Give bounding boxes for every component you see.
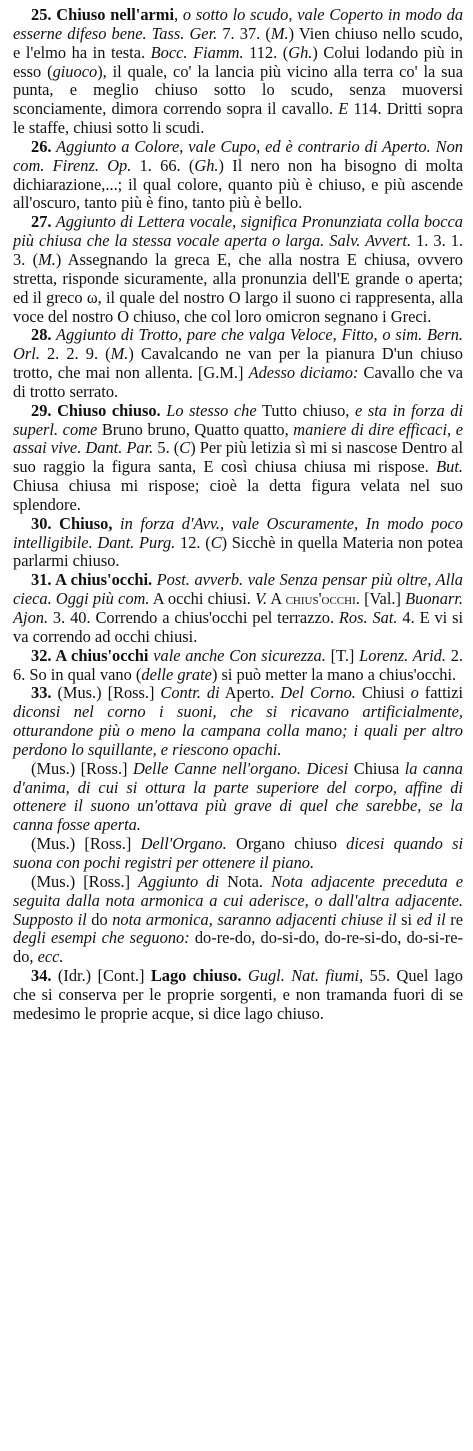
entry-text: Aperto.: [219, 683, 281, 703]
entry-30: [13, 515, 463, 572]
entry-text: giuoco: [52, 61, 98, 81]
entry-34: [13, 967, 463, 1024]
entry-text: Buonarr. Ajon.: [13, 589, 463, 627]
entry-text: ), il quale, co' la lancia più vicino alla terra co' la sua punta, e meglio chiuso sotto lo scudo, senza muoversi sconciamente, dimora correndo sopra il cavallo.: [13, 61, 463, 119]
entry-text: Bocc. Fiamm.: [150, 42, 244, 62]
entry-text: Aggiunto di: [138, 871, 220, 891]
entry-text: 1. 3. 1. 3. (: [13, 231, 464, 269]
entry-text: ) Colui lodando più in esso (: [13, 42, 463, 81]
entry-text: e sta in forza di superl. come: [13, 400, 464, 439]
entry-text: 112. (: [243, 42, 289, 62]
entry-text: (Idr.) [Cont.]: [51, 966, 151, 986]
entry-text: Cavallo che va di trotto serrato.: [13, 363, 464, 401]
entry-31: [13, 571, 463, 646]
entry-text: 55. Quel lago che si conserva per le proprie sorgenti, e non tramanda fuori di se medesimo le proprie acque, si dice lago chiuso.: [13, 966, 463, 1023]
entry-text: Bruno bruno, Quatto quatto,: [97, 419, 294, 439]
entry-text: , o sotto lo scudo,: [174, 5, 298, 24]
entry-text: Delle Canne nell'organo. Dicesi: [132, 758, 349, 778]
entry-text: (Mus.) [Ross.]: [31, 758, 133, 778]
entry-text: degli esempi che seguono:: [13, 928, 190, 948]
entry-text: fattizi: [418, 683, 464, 703]
entry-32: [13, 647, 463, 685]
entry-text: But.: [436, 457, 463, 477]
entry-text: Post. avverb. vale Senza pensar più oltre, Alla cieca. Oggi più com.: [13, 570, 464, 609]
entry-text: ) si può metter la mano a chius'occhi.: [211, 664, 457, 684]
entry-text: (Mus.) [Ross.]: [51, 683, 161, 703]
entry-text: M.: [270, 23, 289, 43]
entry-text: ) Cavalcando ne van per la pianura D'un chiuso trotto, che mai non allenta. [G.M.]: [13, 344, 463, 383]
entry-text: Gh.: [194, 155, 219, 175]
entry-text: E: [338, 99, 349, 119]
entry-text: M.: [110, 344, 129, 364]
entry-text: (Mus.) [Ross.]: [31, 871, 139, 891]
entry-text: 32. A chius'occhi: [31, 645, 149, 665]
entry-text: Aggiunto di Trotto, pare che valga Veloce, Fitto, o sim. Bern. Orl.: [13, 325, 463, 364]
entry-text: . [Val.]: [355, 589, 406, 609]
entry-text: 30. Chiuso,: [31, 513, 113, 533]
entry-text: Gh.: [288, 42, 313, 62]
entry-text: ed il: [416, 909, 446, 929]
entry-text: 2. 6. So in qual vano (: [13, 645, 463, 684]
entry-text: Chiusa: [348, 758, 405, 778]
entry-text: Lo stesso che: [160, 400, 257, 420]
entry-text: 12. (: [175, 532, 211, 552]
entry-text: in forza d'Avv., vale Oscuramente, In modo poco intelligibile. Dant. Purg.: [13, 513, 463, 552]
entry-text: M.: [38, 249, 56, 269]
entry-text: 114. Dritti sopra le staffe, chiusi sotto li scudi.: [13, 99, 463, 138]
entry-text: do-re-do, do-si-do, do-re-si-do, do-si-re-do,: [13, 928, 463, 967]
entry-text: ) Vien chiuso nello scudo, e l'elmo ha in testa.: [13, 23, 463, 62]
entry-text: Del Corno.: [280, 683, 356, 703]
entry-text: ) Sicchè in quella Materia non potea parlarmi chiuso.: [13, 532, 463, 571]
entry-33-organo: [13, 835, 463, 873]
entry-text: vale anche Con sicurezza.: [148, 645, 326, 665]
entry-text: 29. Chiuso chiuso.: [31, 400, 161, 420]
entry-text: Aggiunto di Lettera vocale, significa Pronunziata colla bocca più chiusa che la stessa vocale aperta o larga. Salv. Avvert.: [13, 212, 463, 251]
entry-text: ) Il nero non ha bisogno di molta dichiarazione,...; il qual colore, quanto più è chiuso, e più ascende all'oscuro, tanto più è fino, tanto più è bello.: [13, 155, 463, 213]
entry-text: delle grate: [141, 664, 212, 684]
entry-text: A occhi chiusi.: [149, 589, 256, 609]
entry-text: Dell'Organo.: [140, 834, 227, 854]
entry-text: maniere di dire efficaci, e assai vive. Dant. Par.: [13, 419, 463, 458]
entry-33-nota: [13, 873, 463, 967]
entry-text: Ros. Sat.: [338, 608, 398, 627]
entry-text: 7. 37. (: [217, 23, 271, 43]
entry-text: (Mus.) [Ross.]: [31, 834, 141, 854]
entry-text: dicesi quando si suona con pochi registri per ottenere il piano.: [13, 834, 463, 872]
entry-text: Organo chiuso: [226, 834, 347, 854]
entry-text: re: [445, 909, 463, 929]
entry-text: Nota.: [219, 871, 272, 891]
entry-33-canne: [13, 760, 463, 835]
entry-text: 2. 2. 9. (: [39, 344, 111, 364]
entry-text: la canna d'anima, di cui si ottura la parte superiore del corpo, affine di ottenere il suono un'ottava più grave di quel che sarebbe, se la canna fosse aperta.: [13, 758, 463, 835]
entry-text: si: [396, 909, 417, 929]
entry-29: [13, 402, 463, 515]
entry-25: [13, 6, 463, 138]
entry-text: [T.]: [325, 645, 360, 665]
entry-text: 1. 66. (: [131, 155, 195, 175]
entry-text: vale Coperto in modo da esserne difeso bene. Tass. Ger.: [13, 5, 464, 43]
entry-text: Lorenz. Arid.: [359, 645, 446, 665]
entry-text: Lago chiuso.: [150, 966, 242, 986]
entry-text: diconsi nel corno i suoni, che si ricavano artificialmente, otturandone più o meno la campana colla mano; i quali per altro perdono lo squillante, e riescono opachi.: [13, 702, 463, 759]
entry-text: 5. (: [153, 438, 180, 458]
entry-text: Nota adjacente preceduta e seguita dalla nota armonica a cui aderisce, o dall'altra adjacente. Supposto il: [13, 871, 463, 929]
entry-text: 26.: [31, 136, 52, 156]
entry-text: chius'occhi: [285, 589, 356, 609]
entry-text: do: [86, 909, 113, 929]
entry-26: [13, 138, 463, 213]
entry-text: Gugl. Nat. fiumi,: [241, 966, 364, 986]
entry-text: ) Per più letizia sì mi si nascose Dentro al suo raggio la figura santa, E così chiusa chiusa mi rispose.: [13, 438, 464, 477]
entry-text: 33.: [31, 683, 52, 703]
entry-text: Chiusa chiusa mi rispose; cioè la detta figura velata nel suo splendore.: [13, 476, 463, 514]
entry-text: nota armonica, saranno adjacenti chiuse il: [112, 909, 397, 929]
entry-text: Tutto chiuso,: [256, 400, 355, 420]
entry-text: ecc.: [37, 947, 64, 967]
entry-28: [13, 326, 463, 401]
entry-text: C: [210, 532, 222, 552]
entry-text: 28.: [31, 325, 52, 345]
entry-text: ) Assegnando la greca E, che alla nostra E chiusa, ovvero stretta, risponde sicuramente, alla pronunzia dell'E grande o aperta; ed il greco ω, il quale del nostro O largo il suono ci rappresenta, alla voce del nostro O chiuso, che col loro omicron segnano i Greci.: [13, 249, 463, 326]
entry-text: 31. A chius'occhi.: [31, 570, 153, 590]
entry-text: Adesso diciamo:: [248, 363, 359, 383]
entry-27: [13, 213, 463, 326]
entry-text: 25. Chiuso nell'armi: [31, 5, 175, 24]
entry-text: 3. 40. Correndo a chius'occhi pel terrazzo.: [48, 608, 339, 627]
entry-text: 27.: [31, 212, 52, 232]
entry-text: Chiusi: [355, 683, 411, 703]
entry-text: C: [179, 438, 191, 458]
entry-text: Aggiunto a Colore, vale Cupo, ed è contrario di Aperto. Non com. Firenz. Op.: [13, 136, 463, 175]
entry-text: 4. E vi si va correndo ad occhi chiusi.: [13, 608, 463, 646]
entry-text: A: [267, 589, 286, 609]
entry-text: Contr. di: [160, 683, 220, 703]
entry-text: o: [410, 683, 419, 703]
entry-text: 34.: [31, 966, 52, 986]
entry-text: V.: [255, 589, 268, 609]
entry-33: [13, 684, 463, 759]
